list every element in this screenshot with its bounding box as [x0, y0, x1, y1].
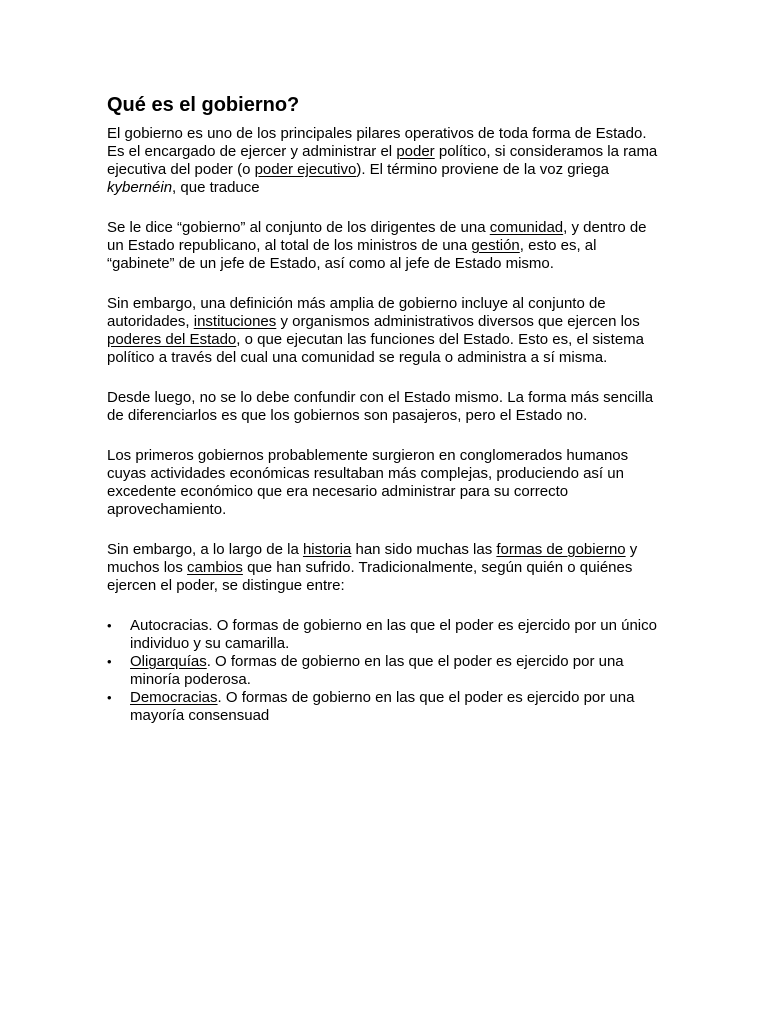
paragraph-5: Los primeros gobiernos probablemente surgieron en conglomerados humanos cuyas actividades económicas resultaban más complejas, produciendo así un excedente económico que era necesario administrar para su correcto aprovechamiento.: [107, 447, 629, 518]
link-gestion[interactable]: gestión: [471, 237, 520, 254]
link-historia[interactable]: historia: [302, 541, 352, 558]
paragraph-1: El gobierno es uno de los principales pilares operativos de toda forma de Estado. Es el encargado de ejercer y administrar el poder político, si consideramos la rama ejecutiva del poder (o poder ejecutivo). El término proviene de la voz griega kybernéin, que traduce: [107, 125, 658, 196]
link-democracias[interactable]: Democracias: [130, 689, 218, 706]
link-poderes-del-estado[interactable]: poderes del Estado: [107, 331, 237, 348]
list-item-autocracias: • Autocracias. O formas de gobierno en las que el poder es ejercido por un único individuo y su camarilla.: [107, 617, 657, 652]
list-item-democracias: • Democracias. O formas de gobierno en las que el poder es ejercido por una mayoría consensuad: [107, 689, 635, 724]
page-title: Qué es el gobierno?: [107, 94, 300, 116]
paragraph-2: Se le dice “gobierno” al conjunto de los dirigentes de una comunidad, y dentro de un Estado republicano, al total de los ministros de una gestión, esto es, al “gabinete” de un jefe de Estado, así como al jefe de Estado mismo.: [107, 219, 647, 272]
paragraph-6: Sin embargo, a lo largo de la historia han sido muchas las formas de gobierno y muchos los cambios que han sufrido. Tradicionalmente, según quién o quiénes ejercen el poder, se distingue entre:: [107, 541, 638, 594]
document-page: [107, 93, 667, 725]
emphasis-kyberne: kybernéin: [107, 179, 173, 196]
link-poder[interactable]: poder: [396, 143, 435, 160]
bullet-icon: •: [107, 618, 112, 633]
link-cambios[interactable]: cambios: [187, 559, 243, 576]
paragraph-4: Desde luego, no se lo debe confundir con el Estado mismo. La forma más sencilla de diferenciarlos es que los gobiernos son pasajeros, pero el Estado no.: [107, 389, 654, 424]
forms-of-government-list: [107, 617, 667, 725]
link-formas-de-gobierno[interactable]: formas de gobierno: [496, 541, 626, 558]
link-poder-ejecutivo[interactable]: poder ejecutivo: [254, 161, 357, 178]
list-item-oligarquias: • Oligarquías. O formas de gobierno en las que el poder es ejercido por una minoría poderosa.: [107, 653, 624, 688]
bullet-icon: •: [107, 690, 112, 705]
link-comunidad[interactable]: comunidad: [489, 219, 564, 236]
link-oligarquias[interactable]: Oligarquías: [130, 653, 207, 670]
bullet-icon: •: [107, 654, 112, 669]
link-instituciones[interactable]: instituciones: [193, 313, 277, 330]
paragraph-3: Sin embargo, una definición más amplia de gobierno incluye al conjunto de autoridades, instituciones y organismos administrativos diversos que ejercen los poderes del Estado, o que ejecutan las funciones del Estado. Esto es, el sistema político a través del cual una comunidad se regula o administra a sí misma.: [107, 295, 645, 366]
